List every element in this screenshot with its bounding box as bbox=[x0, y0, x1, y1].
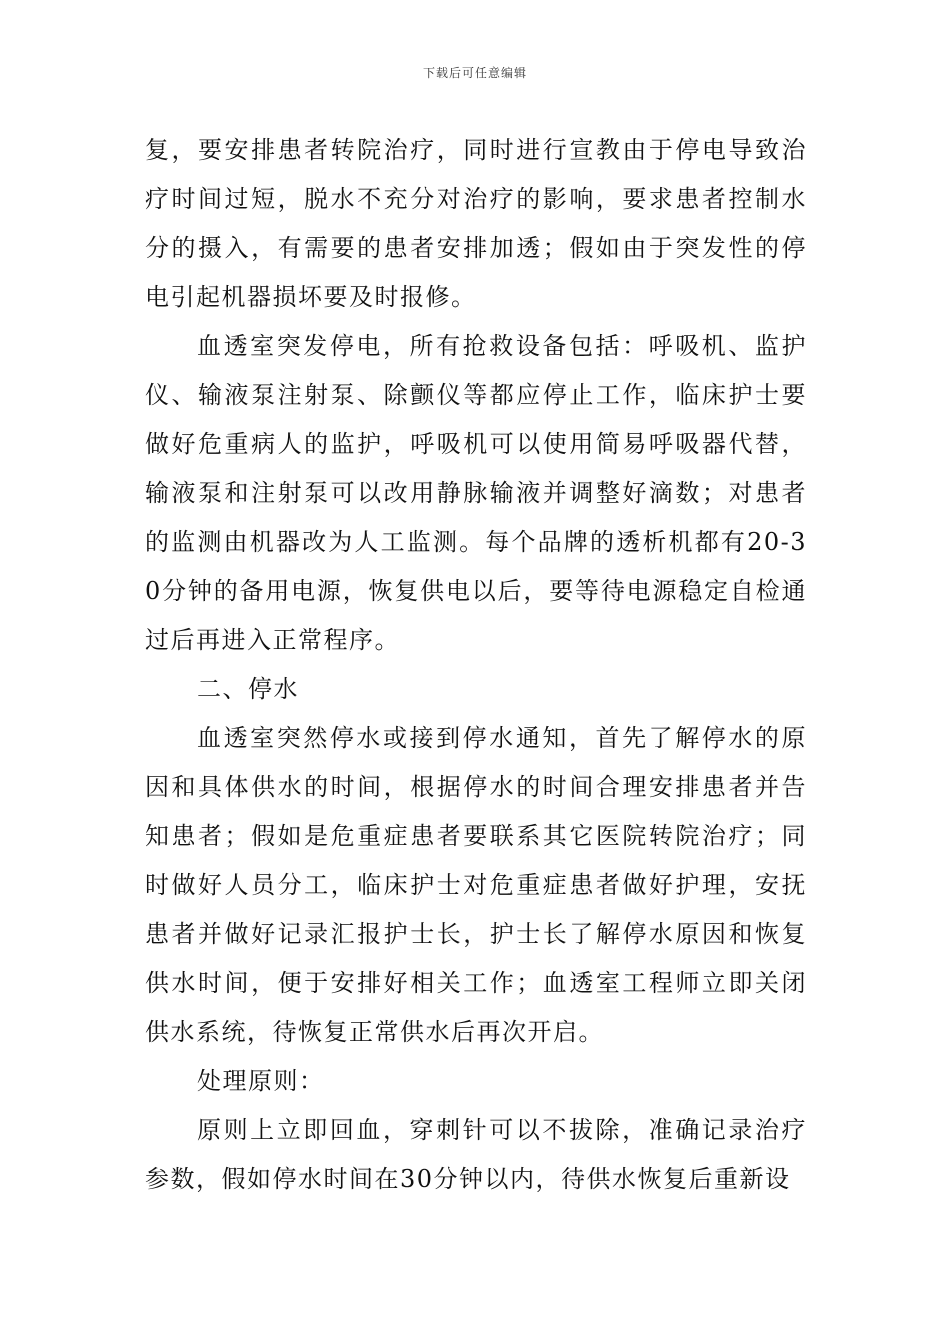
subheading-handling-principles: 处理原则： bbox=[197, 1067, 325, 1095]
section-heading-water-outage: 二、停水 bbox=[197, 675, 299, 703]
page-header-note: 下载后可任意编辑 bbox=[422, 66, 527, 80]
paragraph-water-outage: 血透室突然停水或接到停水通知，首先了解停水的原因和具体供水的时间，根据停水的时间合理安排患者并告知患者；假如是危重症患者要联系其它医院转院治疗；同时做好人员分工，临床护士对危重症患者做好护理，安抚患者并做好记录汇报护士长，护士长了解停水原因和恢复供水时间，便于安排好相关工作；血透室工程师立即关闭供水系统，待恢复正常供水后再次开启。 bbox=[145, 724, 807, 1046]
paragraph-power-outage-continued: 复，要安排患者转院治疗，同时进行宣教由于停电导致治疗时间过短，脱水不充分对治疗的影响，要求患者控制水分的摄入，有需要的患者安排加透；假如由于突发性的停电引起机器损坏要及时报修。 bbox=[145, 136, 807, 311]
document-body bbox=[145, 126, 807, 1204]
paragraph-power-outage-equipment: 血透室突发停电，所有抢救设备包括：呼吸机、监护仪、输液泵注射泵、除颤仪等都应停止工作，临床护士要做好危重病人的监护，呼吸机可以使用简易呼吸器代替，输液泵和注射泵可以改用静脉输液并调整好滴数；对患者的监测由机器改为人工监测。每个品牌的透析机都有20-30分钟的备用电源，恢复供电以后，要等待电源稳定自检通过后再进入正常程序。 bbox=[145, 332, 807, 654]
paragraph-handling-principles: 原则上立即回血，穿刺针可以不拔除，准确记录治疗参数，假如停水时间在30分钟以内，待供水恢复后重新设 bbox=[145, 1116, 807, 1193]
